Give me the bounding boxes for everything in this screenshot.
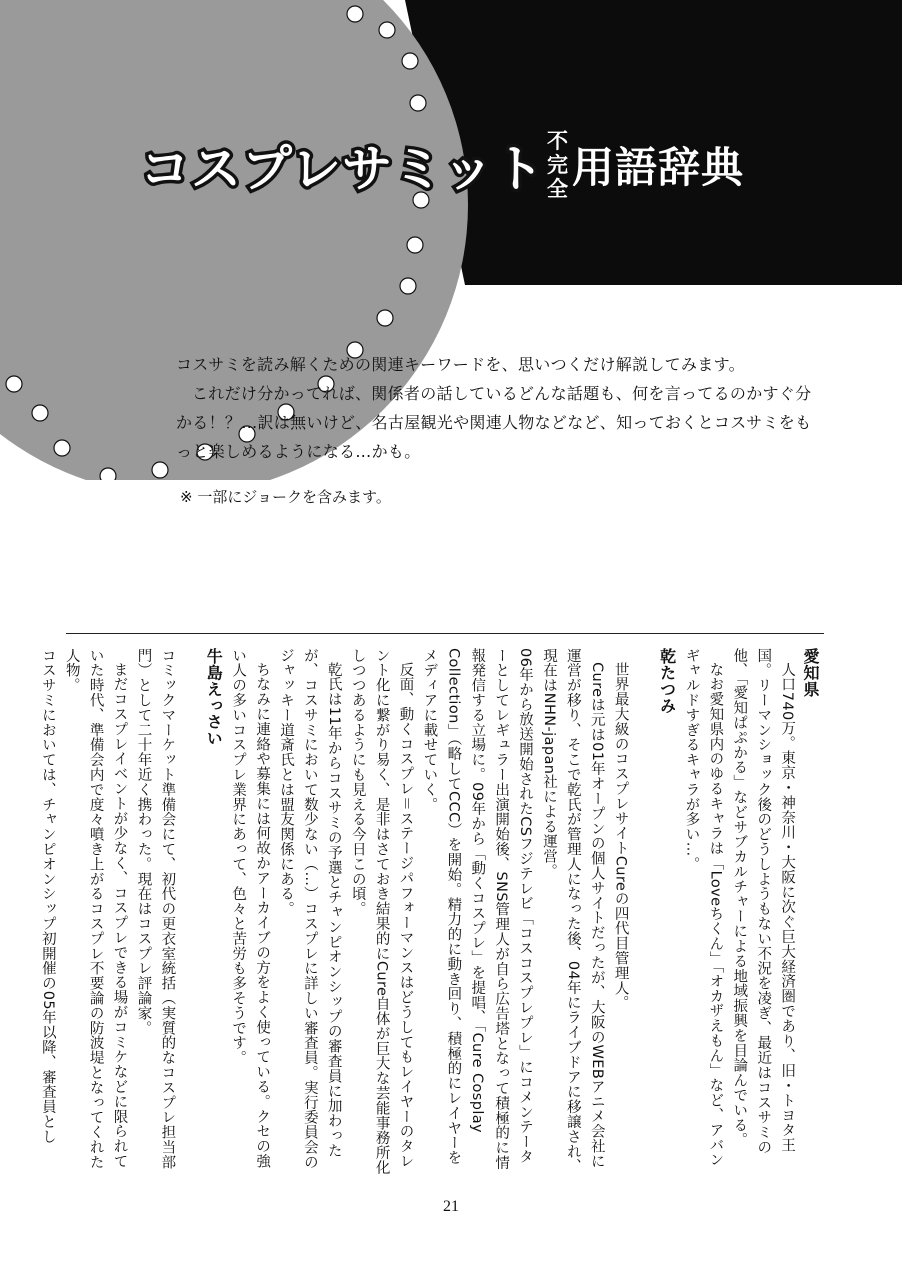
title-sub-char: 不 <box>547 129 568 153</box>
page-title <box>140 120 744 210</box>
divider-line <box>66 633 824 634</box>
entry-paragraph: 世界最大級のコスプレサイトCureの四代目管理人。 <box>612 662 629 1011</box>
entry-term: 牛島えっさい <box>204 648 224 747</box>
dot <box>347 6 363 22</box>
intro-line: これだけ分かってれば、関係者の話しているどんな話題も、何を言ってるのかすぐ分かる！？…訳は無いけど、名古屋観光や関連人物などなど、知っておくとコスサミをもっと楽しめるようになる…かも。 <box>176 384 812 461</box>
entry-paragraph: 06年から放送開始されたCSフジテレビ「コスコスプレプレ」にコメンテーターとしてレギュラー出演開始後、SNS管理人が自ら広告塔となって積極的に情報発信する立場に。09年から「動くコスプレ」を提唱、「Cure Cosplay Collection」（略してCCC）を開始。精力的に動き回り、積極的にレイヤーをメディアに載せていく。 <box>421 648 534 1171</box>
dot <box>6 376 22 392</box>
entry-paragraph: まだコスプレイベントが少なく、コスプレできる場がコミケなどに限られていた時代、準備会内で度々噴き上がるコスプレ不要論の防波堤となってくれた人物。 <box>63 648 128 1170</box>
entry-paragraph: なお愛知県内のゆるキャラは「Loveちくん」「オカザえもん」など、アバンギャルドすぎるキャラが多い…。 <box>683 648 724 1168</box>
entry-paragraph: ちなみに連絡や募集には何故かアーカイブの方をよく使っている。クセの強い人の多いコスプレ業界にあって、色々と苦労も多そうです。 <box>230 648 271 1169</box>
entry-paragraph: Cureは元は01年オープンの個人サイトだったが、大阪のWEBアニメ会社に運営が移り、そこで乾氏が管理人になった後、04年にライブドアに移譲され、現在はNHN-japan社による運営。 <box>540 648 605 1174</box>
title-dictionary: 用語辞典 <box>572 143 745 192</box>
dot <box>379 22 395 38</box>
entry-paragraph: 反面、動くコスプレ＝ステージパフォーマンスはどうしてもレイヤーのタレント化に繋がり易く、是非はさておき結果的にCure自体が巨大な芸能事務所化しつつあるようにも見える今日この頃。 <box>349 648 414 1176</box>
joke-note: ※ 一部にジョークを含みます。 <box>180 488 391 506</box>
entry-term: 愛知県 <box>801 648 820 698</box>
dot <box>32 405 48 421</box>
entry-paragraph: 人口740万。東京・神奈川・大阪に次ぐ巨大経済圏であり、旧・トヨタ王国。リーマンショック後のどうしようもない不況を凌ぎ、最近はコスサミの他、「愛知ぱぷかる」などサブカルチャーによる地域振興を目論んでいる。 <box>731 648 796 1155</box>
entry-term: 乾たつみ <box>657 648 677 714</box>
dot <box>402 53 418 69</box>
dot <box>54 440 70 456</box>
dot <box>407 237 423 253</box>
dot <box>152 462 168 478</box>
entry-paragraph: コスサミにおいては、チャンピオンシップ初開催の05年以降、審査員とし <box>39 648 56 1145</box>
entry-paragraph: 乾氏は11年からコスサミの予選とチャンピオンシップの審査員に加わったが、コスサミにおいて数少ない（…）コスプレに詳しい審査員。実行委員会のジャッキー道斎氏とは盟友関係にある。 <box>277 648 342 1170</box>
title-main: コスプレサミット <box>140 140 545 198</box>
dot <box>410 95 426 111</box>
dot <box>100 468 116 480</box>
intro-line: コスサミを読み解くための関連キーワードを、思いつくだけ解説してみます。 <box>176 355 745 374</box>
glossary-body <box>35 648 822 1178</box>
title-subtitle <box>547 129 568 201</box>
dot <box>400 278 416 294</box>
title-sub-char: 全 <box>547 177 568 201</box>
page-number: 21 <box>443 1198 459 1215</box>
dot <box>377 310 393 326</box>
title-sub-char: 完 <box>547 153 568 177</box>
intro-text <box>176 350 826 466</box>
entry-paragraph: コミックマーケット準備会にて、初代の更衣室統括（実質的なコスプレ担当部門）として二十年近く携わった。現在はコスプレ評論家。 <box>135 648 176 1170</box>
